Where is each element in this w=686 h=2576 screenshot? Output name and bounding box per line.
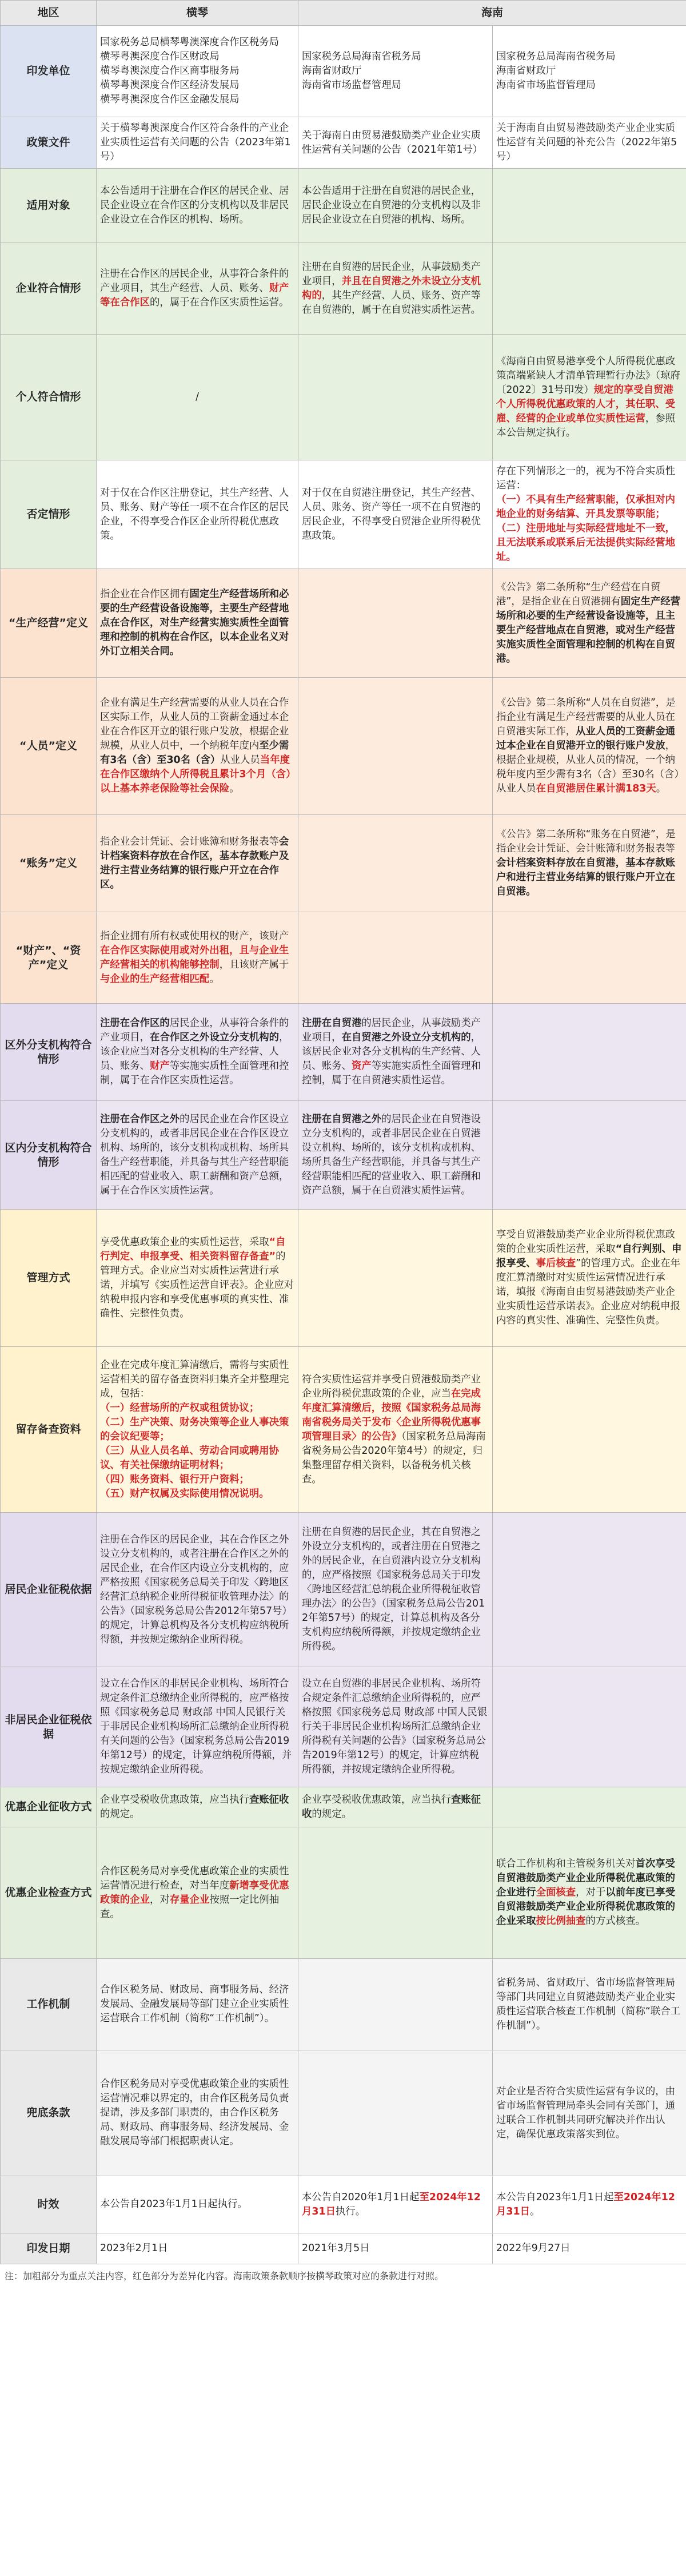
row-label: 居民企业征税依据 — [1, 1513, 97, 1667]
diff-text: 全面核查 — [536, 1887, 576, 1898]
text: ，对于 — [576, 1887, 606, 1898]
row-label: 印发单位 — [1, 26, 97, 117]
cell-hengqin: 关于横琴粤澳深度合作区符合条件的产业企业实质性运营有关问题的公告（2023年第1号） — [97, 117, 298, 169]
footnote: 注：加粗部分为重点关注内容，红色部分为差异化内容。海南政策条款顺序按横琴政策对应的条款进行对照。 — [5, 2271, 444, 2281]
text: 的方式核查。 — [585, 1915, 645, 1927]
cell-hainan-2022 — [493, 335, 686, 460]
cell-hainan-2021: 注册在自贸港的居民企业，其在自贸港之外设立分支机构的，或者注册在自贸港之外的居民企业，在自贸港内设立分支机构的，应严格按照《国家税务总局关于印发〈跨地区经营汇总纳税企业所得税征收管理办法〉的公告》（国家税务总局公告2012年第57号）的规定，计算总机构及各分支机构应纳税所得额，并按规定缴纳企业所得税。 — [298, 1513, 493, 1667]
row-negative — [1, 460, 686, 569]
row-disputes — [1, 2050, 686, 2176]
row-label: 工作机制 — [1, 1959, 97, 2050]
row-individual — [1, 335, 686, 460]
cell-hainan-2022 — [493, 815, 686, 912]
cell-hengqin: 国家税务总局横琴粤澳深度合作区税务局 横琴粤澳深度合作区财政局 横琴粤澳深度合作区商事服务局 横琴粤澳深度合作区经济发展局 横琴粤澳深度合作区金融发展局 — [97, 26, 298, 117]
cell-hainan-2022-empty — [493, 1347, 686, 1513]
cell-hengqin — [97, 912, 298, 1004]
cell-hainan-2022-empty — [493, 1101, 686, 1210]
cell-hengqin: 注册在合作区的居民企业，其在合作区之外设立分支机构的，或者注册在合作区之外的居民企业，在合作区内设立分支机构的，应严格按照《国家税务总局关于印发〈跨地区经营汇总纳税企业所得税征收管理办法〉的公告》（国家税务总局公告2012年第57号）的规定，计算总机构及各分支机构应纳税所得额，并按规定缴纳企业所得税。 — [97, 1513, 298, 1667]
key-text: 至少需有3名（含）至30名（含） — [100, 740, 289, 766]
text: 指企业拥有所有权或使用权的财产，该财产 — [100, 930, 289, 942]
diff-text: （一）经营场所的产权或租赁协议； （二）生产决策、财务决策等企业人事决策的会议纪要等； （三）从业人员名单、劳动合同或聘用协议、有关社保缴纳证明材料； （四）账务资料、银行开户资料； （五）财产权属及实际使用情况说明。 — [100, 1402, 289, 1500]
cell-hainan-2021-empty — [298, 678, 493, 815]
row-label: 时效 — [1, 2176, 97, 2233]
cell-hainan-2022 — [493, 460, 686, 569]
diff-text: 事后核查 — [536, 1258, 576, 1269]
diff-text: 规定的享受自贸港个人所得税优惠政策的人才，其任职、受雇、经营的企业或单位实质性运营 — [496, 384, 676, 424]
text: 该分支机构或机构、场所具备生产经营职能，并具备与其生产经营职能相匹配的营业收入、职工薪酬和资产总额，属于在合作区实质性运营。 — [100, 1142, 289, 1196]
row-label: “账务”定义 — [1, 815, 97, 912]
cell-hainan-2021: 2021年3月5日 — [298, 2233, 493, 2264]
row-issuer — [1, 26, 686, 117]
row-label: 个人符合情形 — [1, 335, 97, 460]
text: 居民企业，从事符合条件的产业项目， — [100, 1017, 289, 1043]
row-nonresident-basis — [1, 1667, 686, 1787]
table-header-row — [1, 1, 686, 26]
cell-hengqin: 对于仅在合作区注册登记，其生产经营、人员、账务、财产等任一项不在合作区的居民企业，不得享受合作区企业所得税优惠政策。 — [97, 460, 298, 569]
text: 《公告》第二条所称“账务在自贸港”，是指企业会计凭证、会计账簿和财务报表等 — [496, 829, 676, 854]
cell-hengqin — [97, 815, 298, 912]
cell-hengqin — [97, 569, 298, 678]
row-branch-out — [1, 1101, 686, 1210]
row-enterprise — [1, 243, 686, 335]
cell-hainan-2022-empty — [493, 912, 686, 1004]
row-staff — [1, 678, 686, 815]
key-text: 注册在合作区之外 — [100, 1113, 180, 1125]
text: 的规定。 — [100, 1808, 140, 1820]
text: 指企业会计凭证、会计账簿和财务报表等 — [100, 836, 280, 848]
key-text: 注册在自贸港 — [302, 1017, 362, 1029]
cell-hainan-2022-empty — [493, 243, 686, 335]
cell-hainan-2021 — [298, 1347, 493, 1513]
key-text: 在合作区之外设立分支机构的 — [149, 1032, 280, 1043]
text: ，其生产经营、人员、账务、资产等在自贸港的，属于在自贸港实质性运营。 — [302, 289, 481, 316]
row-mechanism — [1, 1959, 686, 2050]
cell-hainan-2022-empty — [493, 169, 686, 243]
cell-hainan-2021 — [298, 243, 493, 335]
text: 等实施实质性全面管理和控制，属于在自贸港实质性运营。 — [302, 1060, 481, 1086]
key-text: 在自贸港之外设立分支机构的 — [341, 1032, 471, 1043]
header-hainan: 海南 — [298, 1, 686, 26]
text: ，该居民企业对各分支机构的生产经营、人员、账务、 — [302, 1032, 481, 1072]
text: 的居民企业，从事鼓励类产业项目， — [302, 1017, 481, 1043]
cell-hainan-2022 — [493, 1210, 686, 1347]
cell-hengqin: 合作区税务局、财政局、商事服务局、经济发展局、金融发展局等部门建立企业实质性运营联合工作机制（简称“工作机制”）。 — [97, 1959, 298, 2050]
cell-hainan-2021-empty — [298, 1827, 493, 1959]
row-label: 印发日期 — [1, 2233, 97, 2264]
cell-hainan-2022: 2022年9月27日 — [493, 2233, 686, 2264]
diff-text: 存量企业 — [169, 1894, 210, 1906]
row-label: 政策文件 — [1, 117, 97, 169]
cell-hainan-2022: 关于海南自由贸易港鼓励类产业企业实质性运营有关问题的补充公告（2022年第5号） — [493, 117, 686, 169]
row-label: “财产”、“资产”定义 — [1, 912, 97, 1004]
cell-hainan-2022: 国家税务总局海南省税务局 海南省财政厅 海南省市场监督管理局 — [493, 26, 686, 117]
text: 的居民企业在合作区设立分支机构的，或者非居民企业在合作区设立机构、场所的， — [100, 1113, 289, 1154]
cell-hainan-2021: 国家税务总局海南省税务局 海南省财政厅 海南省市场监督管理局 — [298, 26, 493, 117]
text: 按照一定比例抽查。 — [100, 1894, 280, 1920]
key-text: 以前年度已享受自贸港鼓励类产业企业所得税优惠政策的企业采取 — [496, 1887, 676, 1927]
cell-hengqin: 本公告适用于注册在合作区的居民企业、居民企业设立在合作区的分支机构以及非居民企业设立在合作区的机构、场所。 — [97, 169, 298, 243]
cell-hengqin: 设立在合作区的非居民企业机构、场所符合规定条件汇总缴纳企业所得税的，应严格按照《国家税务总局 财政部 中国人民银行关于非居民企业机构场所汇总缴纳企业所得税有关问题的公告》（国家税务总局公告2019年第12号）的规定，计算应纳税所得额，并按规定缴纳企业所得税。 — [97, 1667, 298, 1787]
cell-hengqin — [97, 1101, 298, 1210]
text: 的居民企业在自贸港设立分支机构的，或者非居民企业在自贸港设立机构、场所的， — [302, 1113, 481, 1154]
row-label: “人员”定义 — [1, 678, 97, 815]
text: 《公告》第二条所称“人员在自贸港”，是指企业有满足生产经营需要的从业人员在自贸港实际工作， — [496, 697, 676, 737]
cell-hengqin — [97, 1004, 298, 1101]
text: 联合工作机构和主管税务机关对 — [496, 1858, 636, 1870]
row-accounts — [1, 815, 686, 912]
diff-text: 新增享受优惠政策的企业 — [100, 1879, 289, 1906]
cell-hainan-2022-empty — [493, 1667, 686, 1787]
text: ，该企业应当对各分支机构的生产经营、人员、账务、 — [100, 1032, 289, 1072]
text: 《公告》第二条所称“生产经营在自贸港”，是指企业在自贸港拥有 — [496, 581, 661, 607]
row-applicable — [1, 169, 686, 243]
text: 企业享受税收优惠政策，应当执行 — [302, 1794, 451, 1806]
row-label: 区外分支机构符合情形 — [1, 1004, 97, 1101]
text: 的，属于在合作区实质性运营。 — [149, 297, 289, 308]
row-label: 企业符合情形 — [1, 243, 97, 335]
header-region: 地区 — [1, 1, 97, 26]
diff-text: 至2024年12月31日 — [302, 2191, 481, 2217]
text: ，参照本公告规定执行。 — [496, 412, 676, 439]
text: 本公告自2023年1月1日起 — [496, 2191, 614, 2203]
text: 执行。 — [335, 2205, 366, 2217]
text: 企业享受税收优惠政策，应当执行 — [100, 1794, 249, 1806]
cell-hainan-2021-empty — [298, 2050, 493, 2176]
diff-text: “自行判定、申报享受、相关资料留存备查” — [100, 1236, 286, 1262]
text: 企业有满足生产经营需要的从业人员在合作区实际工作，从业人员的工资薪金通过本企业在合作区开立的银行账户发放，根据企业规模，从业人员中，一个纳税年度内 — [100, 697, 289, 752]
key-text: 固定生产经营场所和必要的生产经营设备设施等，主要生产经营地点在合作区，对生产经营实施实质性全面管理和控制的机构在合作区，以本企业名义对外订立相关合同。 — [100, 589, 289, 657]
text: 本公告自2020年1月1日起 — [302, 2191, 420, 2203]
cell-hengqin — [97, 1347, 298, 1513]
cell-hengqin — [97, 1827, 298, 1959]
cell-hainan-2022: 对企业是否符合实质性运营有争议的，由省市场监督管理局牵头会同有关部门，通过联合工作机制共同研究解决并作出认定，确保优惠政策落实到位。 — [493, 2050, 686, 2176]
diff-text: （一）不具有生产经营职能，仅承担对内地企业的财务结算、开具发票等职能； — [496, 494, 676, 520]
text: 享受自贸港鼓励类产业企业所得税优惠政策的企业实质性运营，采取 — [496, 1229, 676, 1255]
cell-hainan-2021-empty — [298, 815, 493, 912]
diff-text: 资产 — [351, 1060, 372, 1072]
row-production — [1, 569, 686, 678]
key-text: 会计档案资料存放在自贸港，基本存款账户和进行主营业务结算的银行账户开立在自贸港。 — [496, 857, 676, 897]
text: ，对 — [149, 1894, 170, 1906]
text: 注册在自贸港的居民企业，从事鼓励类产业项目， — [302, 261, 481, 287]
row-branch-in — [1, 1004, 686, 1101]
text: 该分支机构或机构、场所具备生产经营职能，并具备与其生产经营职能相匹配的营业收入、职工薪酬和资产总额，属于在自贸港实质性运营。 — [302, 1142, 481, 1196]
row-resident-basis — [1, 1513, 686, 1667]
diff-text: 财产等在合作区 — [100, 283, 289, 308]
key-text: 查账征收 — [302, 1794, 481, 1820]
text: 等实施实质性全面管理和控制，属于在合作区实质性运营。 — [100, 1060, 289, 1086]
row-label: 管理方式 — [1, 1210, 97, 1347]
cell-hainan-2021: 对于仅在自贸港注册登记，其生产经营、人员、账务、资产等任一项不在自贸港的居民企业，不得享受自贸港企业所得税优惠政策。 — [298, 460, 493, 569]
text: ”的管理方式。企业在年度汇算清缴时对实质性运营情况进行承诺，填报《海南自由贸易港鼓励类产业企业实质性运营承诺表》。企业应对纳税申报内容的真实性、准确性、完整性负责。 — [496, 1258, 681, 1326]
text: 。 — [529, 2205, 540, 2217]
text: 符合实质性运营并享受自贸港鼓励类产业企业所得税优惠政策的企业，应当 — [302, 1373, 481, 1400]
row-label: 区内分支机构符合情形 — [1, 1101, 97, 1210]
cell-hainan-2021 — [298, 1787, 493, 1827]
text: 检查，对当年度 — [159, 1879, 230, 1891]
diff-text: 在合作区实际使用或对外出租，且与企业生产经营相关的机构能够控制 — [100, 944, 289, 971]
key-text: 注册在合作区的 — [100, 1017, 170, 1029]
cell-hengqin: 本公告自2023年1月1日起执行。 — [97, 2176, 298, 2233]
row-label: 留存备查资料 — [1, 1347, 97, 1513]
row-issue-date — [1, 2233, 686, 2264]
cell-hainan-2021 — [298, 1101, 493, 1210]
row-inspection — [1, 1827, 686, 1959]
key-text: “自行判别、申报享受、 — [496, 1243, 682, 1269]
cell-hainan-2022-empty — [493, 1787, 686, 1827]
text: 的规定。 — [312, 1808, 352, 1820]
row-effective — [1, 2176, 686, 2233]
row-label: 优惠企业征收方式 — [1, 1787, 97, 1827]
diff-text: 按比例抽查 — [536, 1915, 586, 1927]
text: 企业在完成年度汇算清缴后，需将与实质性运营相关的留存备查资料归集齐全并整理完成，包括： — [100, 1359, 289, 1400]
row-label: 适用对象 — [1, 169, 97, 243]
header-hengqin: 横琴 — [97, 1, 298, 26]
key-text: 固定生产经营场所和必要的生产经营设备设施等，且主要生产经营地点在自贸港，或对生产经营实施实质性全面管理和控制的机构在自贸港。 — [496, 595, 681, 665]
cell-hainan-2021-empty — [298, 1959, 493, 2050]
cell-hainan-2021-empty — [298, 569, 493, 678]
diff-text: 至2024年12月31日 — [496, 2191, 675, 2217]
diff-text: 在自贸港居住累计满183天 — [536, 783, 656, 794]
row-management — [1, 1210, 686, 1347]
cell-hainan-2021: 本公告适用于注册在自贸港的居民企业，居民企业设立在自贸港的分支机构以及非居民企业设立在自贸港的机构、场所。 — [298, 169, 493, 243]
diff-text: 与企业的生产经营相匹配 — [100, 973, 210, 985]
key-text: 查账征收 — [249, 1794, 289, 1806]
cell-hainan-2021 — [298, 1004, 493, 1101]
key-text: 注册在自贸港之外 — [302, 1113, 382, 1125]
text: 合作区税务局对享受优惠政策企业的实质性运营情况进行 — [100, 1865, 289, 1891]
row-label: 非居民企业征税依据 — [1, 1667, 97, 1787]
cell-hainan-2022 — [493, 569, 686, 678]
cell-hengqin — [97, 678, 298, 815]
diff-text: 财产 — [149, 1060, 170, 1072]
cell-hainan-2021: 关于海南自由贸易港鼓励类产业企业实质性运营有关问题的公告（2021年第1号） — [298, 117, 493, 169]
diff-text: 并且在自贸港之外未设立分支机构的 — [302, 275, 481, 301]
row-policy — [1, 117, 686, 169]
cell-hengqin: / — [97, 335, 298, 460]
diff-text: 在完成年度汇算清缴后，按照《国家税务总局海南省税务局关于发布〈企业所得税优惠事项管理目录〉的公告》 — [302, 1388, 481, 1442]
cell-hengqin — [97, 1787, 298, 1827]
row-label: 否定情形 — [1, 460, 97, 569]
cell-hainan-2022 — [493, 2176, 686, 2233]
cell-hainan-2021-empty — [298, 335, 493, 460]
diff-text: 当年度在合作区缴纳个人所得税且累计3个月（含）以上基本养老保险等社会保险 — [100, 754, 291, 794]
row-assets — [1, 912, 686, 1004]
text: 享受优惠政策企业的实质性运营，采取 — [100, 1236, 269, 1248]
diff-text: （二）注册地址与实际经营地址不一致，且无法联系或联系后无法提供实际经营地址。 — [496, 523, 676, 563]
text: 从业人员 — [220, 754, 260, 766]
text: ，且该财产属于 — [219, 959, 289, 971]
text: 。 — [229, 783, 240, 794]
text: 《海南自由贸易港享受个人所得税优惠政策高端紧缺人才清单管理暂行办法》（琼府〔2022〕31号印发） — [496, 355, 680, 396]
cell-hengqin: 合作区税务局对享受优惠政策企业的实质性运营情况难以界定的，由合作区税务局负责提请，涉及多部门职责的，由合作区税务局、财政局、商事服务局、经济发展局、金融发展局等部门根据职责认定。 — [97, 2050, 298, 2176]
cell-hengqin — [97, 1210, 298, 1347]
text: （国家税务总局海南省税务局公告2020年第4号）的规定，归集整理留存相关资料，以备税务机关核查。 — [302, 1430, 486, 1485]
key-text: 从业人员的工资薪金通过本企业在自贸港开立的银行账户发放 — [496, 726, 676, 752]
text: 指企业在合作区拥有 — [100, 589, 190, 600]
text: 。 — [656, 783, 667, 794]
cell-hengqin: 2023年2月1日 — [97, 2233, 298, 2264]
cell-hainan-2022-empty — [493, 1513, 686, 1667]
text: 注册在合作区的居民企业，从事符合条件的产业项目，其生产经营、人员、账务、 — [100, 268, 289, 294]
key-text: 首次享受自贸港鼓励类产业企业所得税优惠政策的企业进行 — [496, 1858, 676, 1898]
cell-hainan-2021-empty — [298, 1210, 493, 1347]
text: 。 — [209, 973, 220, 985]
cell-hainan-2021 — [298, 2176, 493, 2233]
key-text: 会计档案资料存放在合作区，基本存款账户及进行主营业务结算的银行账户开立在合作区。 — [100, 836, 289, 891]
text: 存在下列情形之一的，视为不符合实质性运营： — [496, 466, 676, 491]
cell-hainan-2022: 省税务局、省财政厅、省市场监督管理局等部门共同建立自贸港鼓励类产业企业实质性运营联合核查工作机制（简称“联合工作机制”）。 — [493, 1959, 686, 2050]
row-label: 优惠企业检查方式 — [1, 1827, 97, 1959]
cell-hengqin — [97, 243, 298, 335]
row-collection — [1, 1787, 686, 1827]
cell-hainan-2022 — [493, 1827, 686, 1959]
text: ，根据企业规模，从业人员的情况，一个纳税年度内至少需有3名（含）至30名（含）从业人员 — [496, 740, 680, 794]
cell-hainan-2022-empty — [493, 1004, 686, 1101]
text: 的管理方式。企业应当对实质性运营进行承诺，并填写《实质性运营自评表》。企业应对纳税申报内容和享受优惠事项的真实性、准确性、完整性负责。 — [100, 1250, 294, 1319]
row-label: 兜底条款 — [1, 2050, 97, 2176]
cell-hainan-2021-empty — [298, 912, 493, 1004]
row-retention — [1, 1347, 686, 1513]
cell-hainan-2022 — [493, 678, 686, 815]
row-label: “生产经营”定义 — [1, 569, 97, 678]
cell-hainan-2021: 设立在自贸港的非居民企业机构、场所符合规定条件汇总缴纳企业所得税的，应严格按照《国家税务总局 财政部 中国人民银行关于非居民企业机构场所汇总缴纳企业所得税有关问题的公告》（国家税务总局公告2019年第12号）的规定，计算应纳税所得额，并按规定缴纳企业所得税。 — [298, 1667, 493, 1787]
